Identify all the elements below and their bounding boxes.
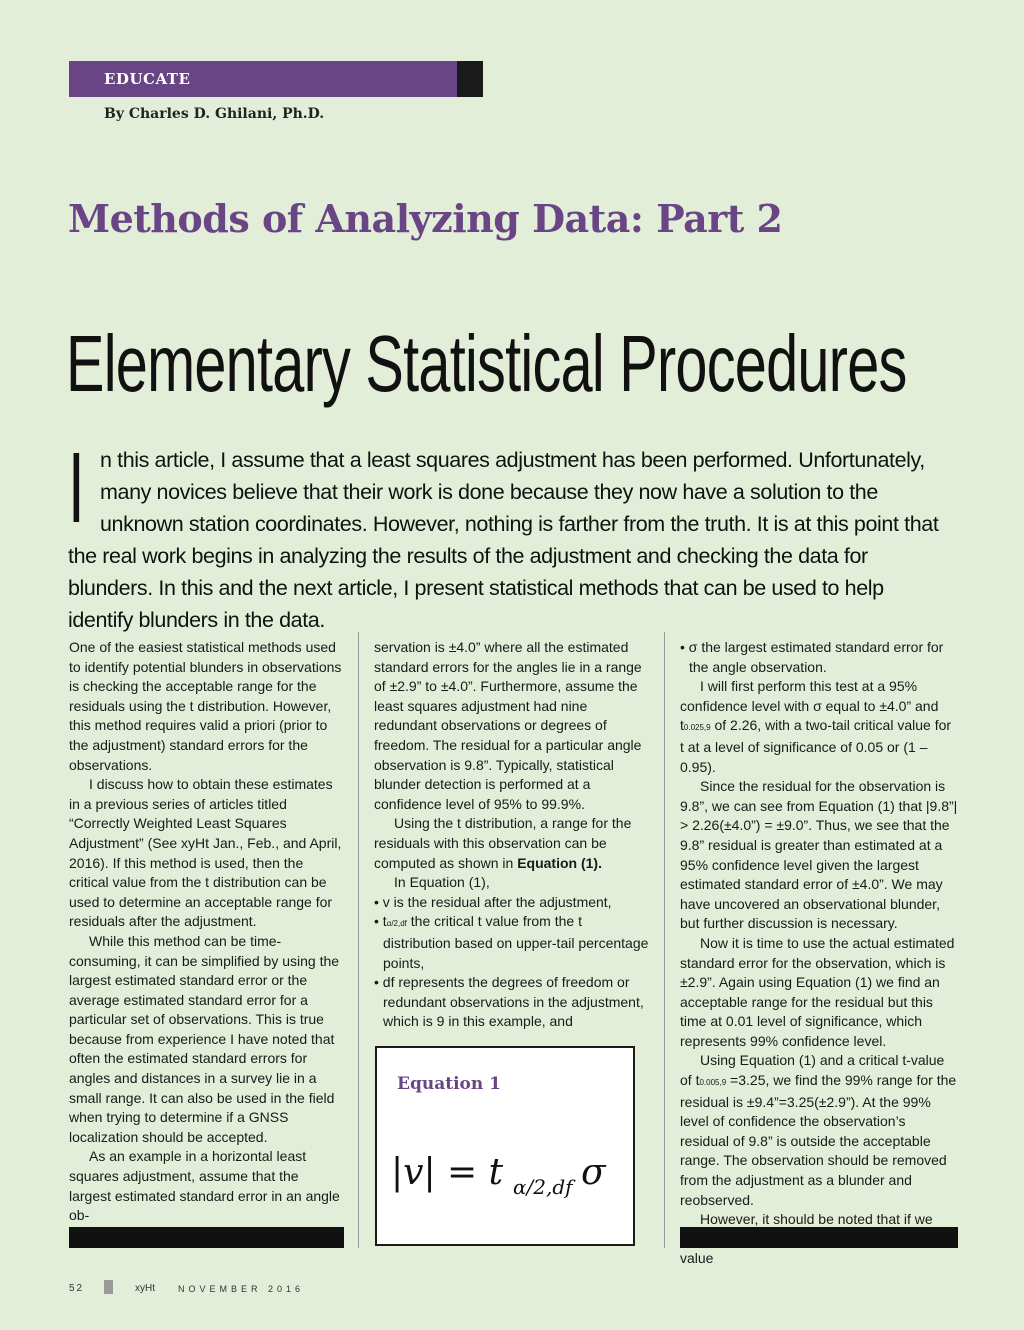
- svg-text:|v| = t: |v| = t: [391, 1152, 504, 1193]
- body-paragraph: [374, 814, 649, 873]
- subscript: 0.005,9: [699, 1078, 727, 1088]
- body-paragraph: I discuss how to obtain these estimates in a previous series of articles titled “Correctly Weighted Least Squares Adjustment” (See xyHt Jan., Feb., and April, 2016). If this method is used, then the critical value from the t distribution can be used to determine an acceptable range for residuals after the adjustment.: [69, 776, 342, 930]
- equation-box: [375, 1046, 635, 1246]
- subscript: α/2,df: [386, 919, 407, 929]
- body-paragraph: In Equation (1),: [394, 874, 490, 891]
- body-paragraph: servation is ±4.0” where all the estimated standard errors for the angles lie in a range of ±2.9” to ±4.0”. Furthermore, assume the least squares adjustment had nine redundant observations or degrees of freedom. The residual for a particular angle observation is 9.8”. Typically, statistical blunder detection is performed at a confidence level of 95% to 99.9%.: [374, 639, 642, 812]
- column-3: [680, 638, 958, 1269]
- body-paragraph: [680, 677, 958, 777]
- bullet-item: • v is the residual after the adjustment,: [374, 893, 612, 910]
- body-text: =3.25, we find the 99% range for the residual is ±9.4”=3.25(±2.9”). At the 99% level of confidence the observation’s residual of 9.8” is outside the acceptable range. The observation should be removed from the adjustment as a blunder and reobserved.: [680, 1072, 957, 1208]
- lead-text: n this article, I assume that a least squares adjustment has been performed. Unfortunately, many novices believe that their work is done because they now have a solution to the unknown station coordinates. However, nothing is farther from the truth. It is at this point that the real work begins in analyzing the results of the adjustment and checking the data for blunders. In this and the next article, I present statistical methods that can be used to help identify blunders in the data.: [68, 448, 939, 632]
- section-label: EDUCATE: [104, 70, 191, 88]
- issue-date: NOVEMBER 2016: [178, 1284, 305, 1294]
- equation-formula: [391, 1144, 621, 1204]
- bullet-item: [374, 912, 649, 973]
- column-divider: [358, 632, 359, 1248]
- body-paragraph: [680, 1051, 958, 1210]
- byline: By Charles D. Ghilani, Ph.D.: [104, 106, 325, 122]
- body-paragraph: Now it is time to use the actual estimated standard error for the observation, which is ±2.9”. Again using Equation (1) we find an acceptable range for the residual but this time at 0.01 level of significance, which represents 99% confidence level.: [680, 934, 955, 1049]
- body-paragraph: Since the residual for the observation is 9.8”, we can see from Equation (1) that |9.8”| > 2.26(±4.0”) = ±9.0”. Thus, we see that the 9.8” residual is greater than estimated at a 95% confidence level given the largest estimated standard error of ±4.0”. We may have uncovered an observational blunder, but further discussion is necessary.: [680, 778, 958, 932]
- body-text: I will first perform this test at a 95% confidence level with σ equal to ±4.0” and t: [680, 678, 939, 734]
- article-headline: Elementary Statistical Procedures: [66, 319, 907, 408]
- body-text: of 2.26, with a two-tail critical value for t at a level of significance of 0.05 or (1 – 0.95).: [680, 717, 952, 775]
- column-2: [374, 638, 649, 1032]
- bullet-text: • t: [374, 913, 387, 930]
- column-end-bar: [680, 1227, 958, 1248]
- page-number: 52: [69, 1283, 85, 1294]
- bullet-text: the critical t value from the t distribution based on upper-tail percentage points,: [383, 913, 649, 971]
- column-1: [69, 638, 343, 1226]
- equation-reference: Equation (1).: [517, 854, 602, 871]
- bullet-item: • df represents the degrees of freedom or redundant observations in the adjustment, which is 9 in this example, and: [374, 974, 644, 1030]
- footer-marker: [104, 1280, 113, 1294]
- body-paragraph: While this method can be time-consuming, it can be simplified by using the largest estimated standard error or the average estimated standard error for a particular set of observations. This is true because from experience I have noted that often the estimated standard errors for angles and distances in a survey lie in a small range. It can also be used in the field when trying to determine if a GNSS localization should be accepted.: [69, 932, 340, 1145]
- section-banner-end: [457, 61, 483, 97]
- body-paragraph: However, it should be noted that if we value: [680, 1211, 933, 1267]
- subscript: 0.025,9: [683, 723, 711, 733]
- drop-cap: I: [68, 432, 85, 544]
- body-text: Using Equation (1) and a critical t-value of t: [680, 1052, 945, 1089]
- article-kicker: Methods of Analyzing Data: Part 2: [68, 196, 783, 241]
- bullet-item: • σ the largest estimated standard error for the angle observation.: [680, 639, 944, 675]
- body-paragraph: As an example in a horizontal least squares adjustment, assume that the largest estimated standard error in an angle ob-: [69, 1148, 340, 1224]
- equation-label: Equation 1: [397, 1074, 501, 1094]
- column-end-bar: [69, 1227, 344, 1248]
- lead-paragraph: [68, 432, 948, 636]
- body-paragraph: One of the easiest statistical methods used to identify potential blunders in observations is checking the acceptable range for the residuals using the t distribution. However, this method requires valid a priori (prior to the adjustment) standard errors for the observations.: [69, 639, 342, 773]
- column-divider: [664, 632, 665, 1248]
- magazine-name: xyHt: [135, 1283, 155, 1294]
- section-banner: [69, 61, 483, 97]
- svg-text:α/2,df: α/2,df: [513, 1175, 573, 1199]
- svg-text:σ: σ: [581, 1152, 606, 1193]
- body-text: Using the t distribution, a range for the residuals with this observation can be computed as shown in: [374, 815, 632, 871]
